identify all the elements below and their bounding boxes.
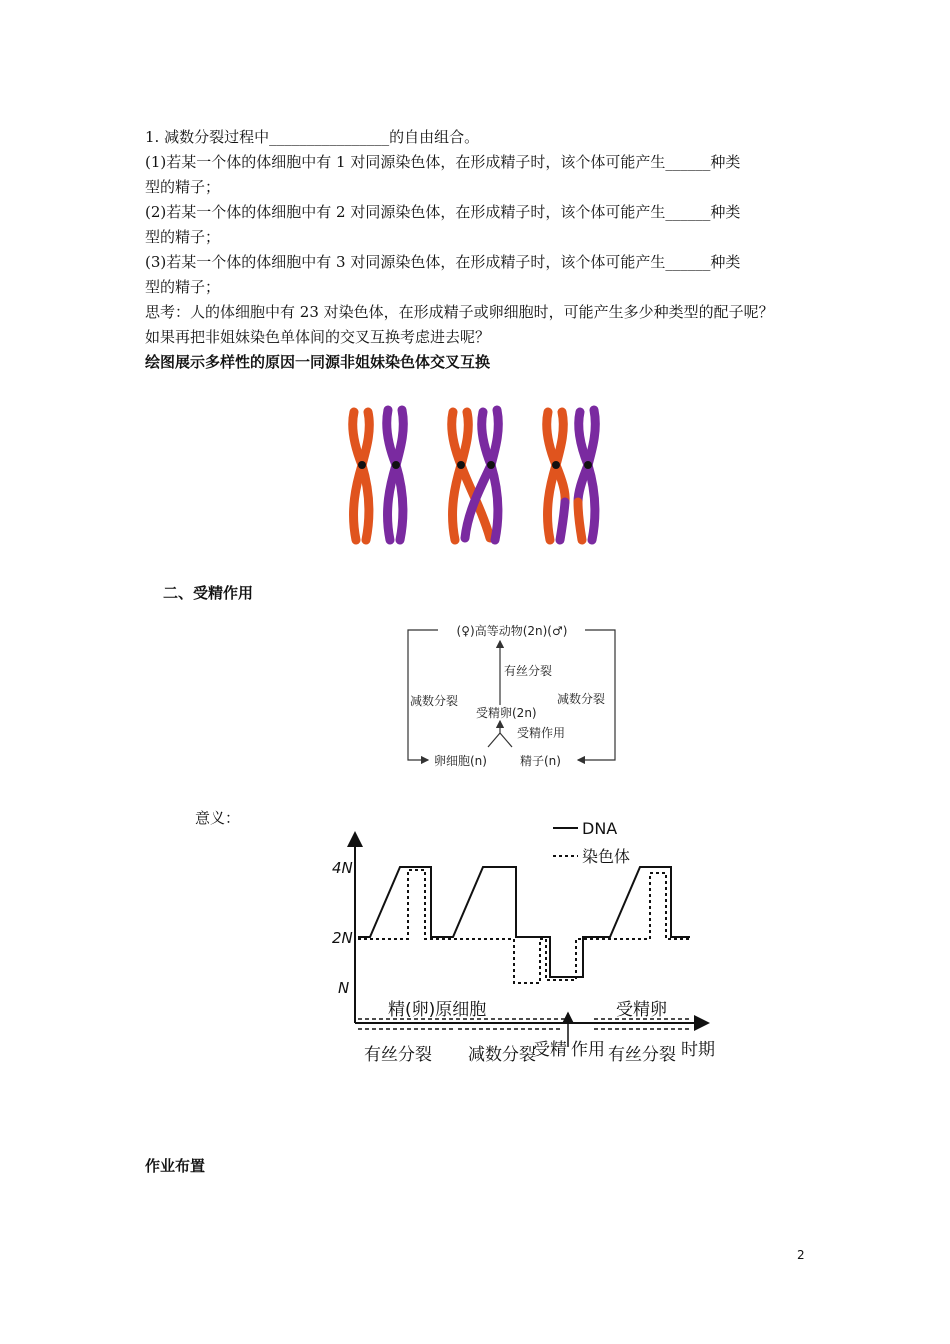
crossover-heading: 绘图展示多样性的原因一同源非姐妹染色体交叉互换 — [145, 353, 491, 371]
y-label-4n: 4N — [332, 859, 353, 877]
question-1-2-cont: 型的精子； — [145, 228, 221, 246]
meaning-label: 意义： — [195, 809, 241, 827]
question-1-3-cont: 型的精子； — [145, 278, 221, 296]
x-label-meiosis: 减数分裂 — [468, 1045, 536, 1065]
question-1-3: (3)若某一个体的体细胞中有 3 对同源染色体，在形成精子时，该个体可能产生______种类 — [145, 253, 741, 271]
fertilization-heading: 二、受精作用 — [163, 584, 254, 602]
y-label-n: N — [338, 979, 350, 997]
x-label-mitosis-2: 有丝分裂 — [608, 1045, 676, 1065]
question-1-2: (2)若某一个体的体细胞中有 2 对同源染色体，在形成精子时，该个体可能产生______种类 — [145, 203, 741, 221]
homework-heading: 作业布置 — [145, 1157, 206, 1175]
chromosome-pair-3 — [547, 410, 596, 540]
cycle-egg-label: 卵细胞(n) — [434, 754, 487, 768]
cycle-fertilization-label: 受精作用 — [517, 726, 566, 740]
cycle-mitosis-label: 有丝分裂 — [504, 664, 553, 678]
chromosome-pair-1 — [353, 410, 404, 540]
legend-chromosome: 染色体 — [582, 847, 631, 866]
chromosome-line — [358, 870, 690, 983]
cycle-meiosis-right-label: 减数分裂 — [557, 692, 606, 706]
life-cycle-diagram — [400, 615, 625, 775]
question-1: 1. 减数分裂过程中________________的自由组合。 — [145, 128, 480, 146]
chromosome-crossover-figure — [340, 400, 610, 550]
cycle-sperm-label: 精子(n) — [520, 754, 561, 768]
think-question-cont: 如果再把非姐妹染色单体间的交叉互换考虑进去呢？ — [145, 328, 491, 346]
y-label-2n: 2N — [332, 929, 353, 947]
dna-chromosome-graph — [328, 815, 723, 1070]
question-1-1: (1)若某一个体的体细胞中有 1 对同源染色体，在形成精子时，该个体可能产生______种类 — [145, 153, 741, 171]
phase-label-zygote: 受精卵 — [616, 1000, 667, 1020]
page-number: 2 — [797, 1248, 805, 1262]
cycle-meiosis-left-label: 减数分裂 — [410, 694, 459, 708]
x-label-fertilization: 受精 — [533, 1040, 567, 1060]
question-1-1-cont: 型的精子； — [145, 178, 221, 196]
x-label-time: 时期 — [681, 1040, 715, 1060]
chromosome-pair-2 — [452, 410, 499, 540]
x-label-mitosis-1: 有丝分裂 — [364, 1045, 432, 1065]
x-label-fertilization-2: 作用 — [571, 1040, 605, 1060]
phase-label-germ-cell: 精(卵)原细胞 — [388, 1000, 487, 1020]
legend-dna: DNA — [582, 819, 618, 838]
think-question: 思考：人的体细胞中有 23 对染色体，在形成精子或卵细胞时，可能产生多少种类型的配子呢？ — [145, 303, 774, 321]
cycle-zygote-label: 受精卵(2n) — [476, 706, 537, 720]
cycle-top-label: (♀)高等动物(2n)(♂) — [456, 624, 568, 638]
